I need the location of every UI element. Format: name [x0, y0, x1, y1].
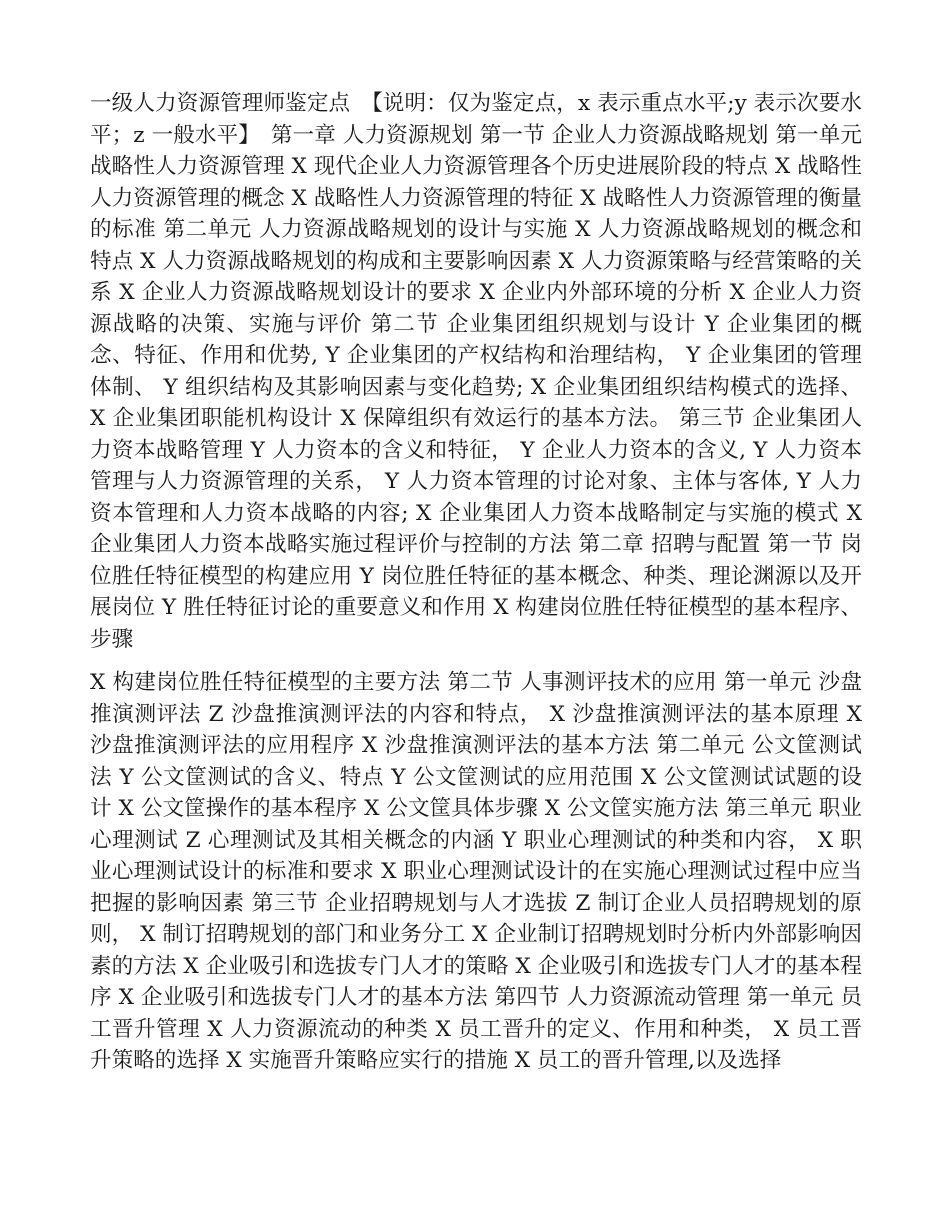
paragraph-1: 一级人力资源管理师鉴定点 【说明：仅为鉴定点，x 表示重点水平;y 表示次要水平；z 一般水平】 第一章 人力资源规划 第一节 企业人力资源战略规划 第一单元 战略性人力资源管理 X 现代企业人力资源管理各个历史进展阶段的特点 X 战略性人力资源管理的概念 X 战略性人力资源管理的特征 X 战略性人力资源管理的衡量的标准 第二单元 人力资源战略规划的设计与实施 X 人力资源战略规划的概念和特点 X 人力资源战略规划的构成和主要影响因素 X 人力资源策略与经营策略的关系 X 企业人力资源战略规划设计的要求 X 企业内外部环境的分析 X 企业人力资源战略的决策、实施与评价 第二节 企业集团组织规划与设计 Y 企业集团的概念、特征、作用和优势, Y 企业集团的产权结构和治理结构， Y 企业集团的管理体制、 Y 组织结构及其影响因素与变化趋势; X 企业集团组织结构模式的选择、 X 企业集团职能机构设计 X 保障组织有效运行的基本方法。 第三节 企业集团人力资本战略管理 Y 人力资本的含义和特征， Y 企业人力资本的含义, Y 人力资本管理与人力资源管理的关系， Y 人力资本管理的讨论对象、主体与客体, Y 人力资本管理和人力资本战略的内容; X 企业集团人力资本战略制定与实施的模式 X 企业集团人力资本战略实施过程评价与控制的方法 第二章 招聘与配置 第一节 岗位胜任特征模型的构建应用 Y 岗位胜任特征的基本概念、种类、理论渊源以及开展岗位 Y 胜任特征讨论的重要意义和作用 X 构建岗位胜任特征模型的基本程序、步骤	[90, 91, 862, 652]
document-page	[90, 88, 862, 1077]
paragraph-2: X 构建岗位胜任特征模型的主要方法 第二节 人事测评技术的应用 第一单元 沙盘推演测评法 Z 沙盘推演测评法的内容和特点， X 沙盘推演测评法的基本原理 X 沙盘推演测评法的应用程序 X 沙盘推演测评法的基本方法 第二单元 公文筐测试法 Y 公文筐测试的含义、特点 Y 公文筐测试的应用范围 X 公文筐测试试题的设计 X 公文筐操作的基本程序 X 公文筐具体步骤 X 公文筐实施方法 第三单元 职业心理测试 Z 心理测试及其相关概念的内涵 Y 职业心理测试的种类和内容， X 职业心理测试设计的标准和要求 X 职业心理测试设计的在实施心理测试过程中应当把握的影响因素 第三节 企业招聘规划与人才选拔 Z 制订企业人员招聘规划的原则， X 制订招聘规划的部门和业务分工 X 企业制订招聘规划时分析内外部影响因素的方法 X 企业吸引和选拔专门人才的策略 X 企业吸引和选拔专门人才的基本程序 X 企业吸引和选拔专门人才的基本方法 第四节 人力资源流动管理 第一单元 员工晋升管理 X 人力资源流动的种类 X 员工晋升的定义、作用和种类， X 员工晋升策略的选择 X 实施晋升策略应实行的措施 X 员工的晋升管理,以及选择	[90, 670, 862, 1073]
